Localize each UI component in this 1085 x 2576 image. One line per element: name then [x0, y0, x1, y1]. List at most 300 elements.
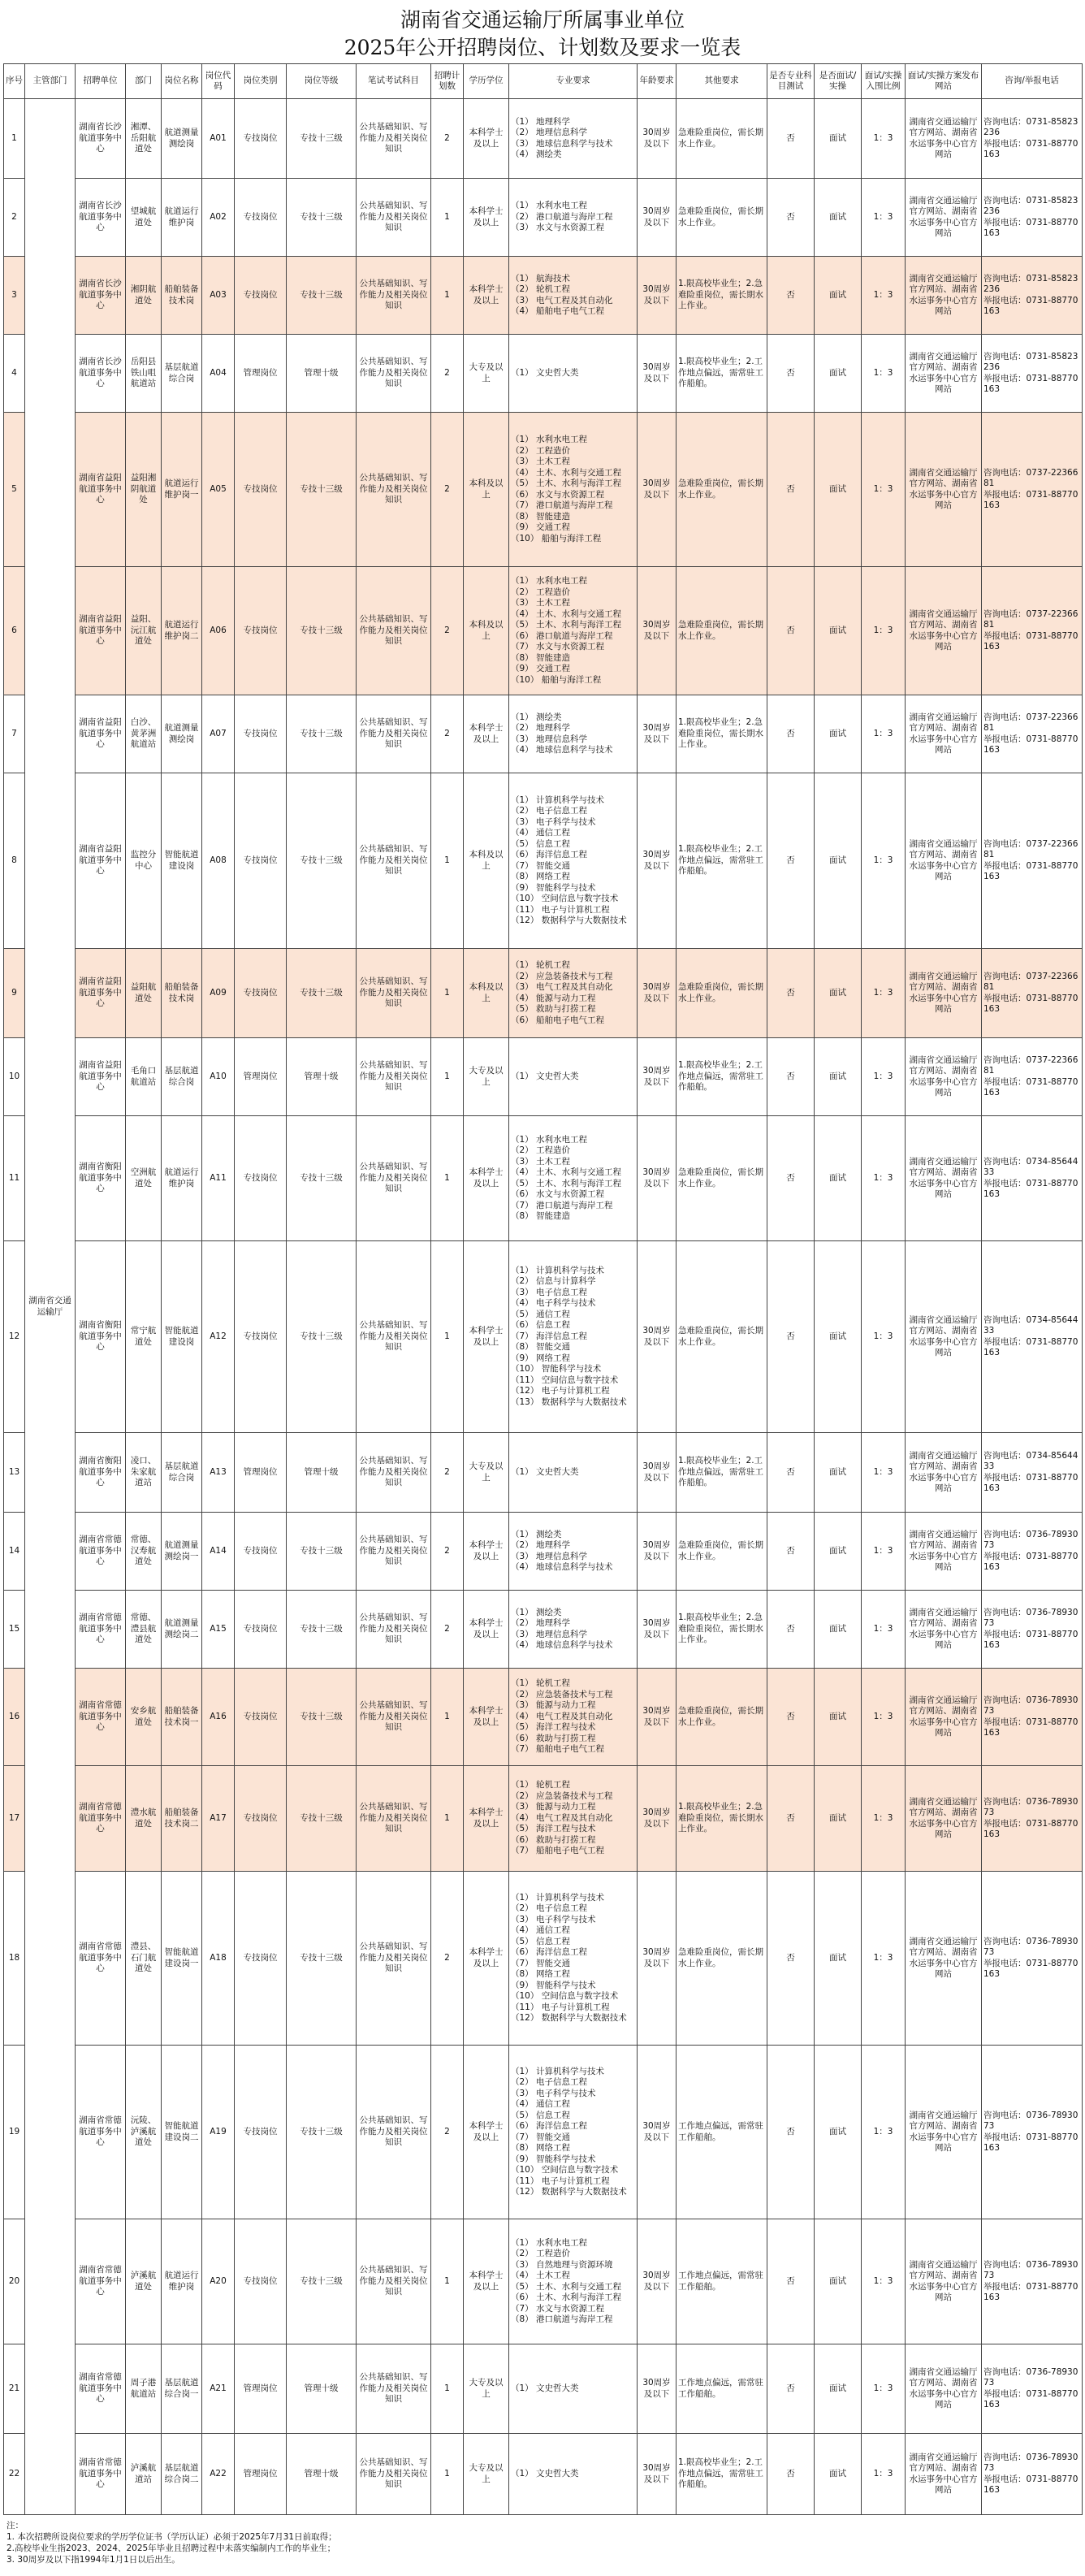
header-cell: 面试/实操入围比例 — [862, 64, 906, 99]
other-requirement-item: 1.限高校毕业生；2.工作地点偏远，需常驻工作船舶。 — [678, 844, 763, 877]
subject-test-cell: 否 — [767, 1872, 815, 2046]
header-cell: 主管部门 — [25, 64, 76, 99]
plan-count-cell: 2 — [431, 1433, 464, 1513]
publish-site-cell: 湖南省交通运输厅官方网站、湖南省水运事务中心官方网站 — [906, 2046, 982, 2219]
unit-cell: 湖南省长沙航道事务中心 — [76, 335, 126, 413]
interview-cell: 面试 — [815, 695, 862, 773]
major-item: （6） 船舶电子电气工程 — [511, 1015, 605, 1025]
major-item: （1） 水利水电工程 — [511, 1134, 588, 1145]
plan-count-cell: 1 — [431, 1116, 464, 1241]
phone-line: 举报电话：0731-88770163 — [983, 2388, 1079, 2409]
contact-phone-cell — [982, 335, 1083, 413]
table-row — [4, 2344, 1083, 2434]
post-name-cell: 航道测量测绘岗二 — [162, 1591, 202, 1669]
major-item: （5） 土木、水利与海洋工程 — [511, 620, 622, 630]
major-requirement-cell — [509, 1591, 638, 1669]
publish-site-cell: 湖南省交通运输厅官方网站、湖南省水运事务中心官方网站 — [906, 1038, 982, 1116]
other-requirement-item: 1.限高校毕业生；2.工作地点偏远，需常驻工作船舶。 — [678, 2457, 763, 2490]
recruitment-table — [3, 63, 1083, 2515]
contact-phone-cell — [982, 2434, 1083, 2515]
major-item: （11） 电子与计算机工程 — [511, 2176, 610, 2186]
major-item: （1） 文史哲大类 — [511, 2468, 579, 2479]
plan-count-cell: 2 — [431, 567, 464, 695]
post-level-cell: 专技十三级 — [287, 413, 357, 567]
post-code-cell: A18 — [202, 1872, 235, 2046]
post-level-cell: 管理十级 — [287, 335, 357, 413]
major-item: （4） 电气工程及其自动化 — [511, 1812, 613, 1823]
plan-count-cell: 1 — [431, 179, 464, 257]
phone-line: 举报电话：0731-88770163 — [983, 1472, 1079, 1493]
other-requirement-cell — [677, 1241, 767, 1433]
contact-phone-cell — [982, 695, 1083, 773]
post-name-cell: 船舶装备技术岗一 — [162, 1669, 202, 1766]
major-item: （4） 土木工程 — [511, 2271, 571, 2280]
subject-test-cell: 否 — [767, 2434, 815, 2515]
major-item: （5） 通信工程 — [511, 1309, 571, 1319]
major-requirement-cell — [509, 1669, 638, 1766]
subject-test-cell: 否 — [767, 1116, 815, 1241]
subject-test-cell: 否 — [767, 1669, 815, 1766]
post-code-cell: A09 — [202, 949, 235, 1038]
other-requirement-cell — [677, 773, 767, 949]
post-code-cell: A11 — [202, 1116, 235, 1241]
interview-ratio-cell: 1：3 — [862, 949, 906, 1038]
table-row — [4, 1766, 1083, 1872]
subject-test-cell: 否 — [767, 99, 815, 179]
subject-test-cell: 否 — [767, 257, 815, 335]
major-item: （9） 智能科学与技术 — [511, 1980, 596, 1990]
interview-cell: 面试 — [815, 2046, 862, 2219]
row-number-cell: 20 — [4, 2219, 25, 2344]
phone-line: 咨询电话：0736-7893073 — [983, 2452, 1079, 2473]
education-cell: 本科学士及以上 — [464, 2219, 509, 2344]
table-row — [4, 695, 1083, 773]
table-row — [4, 335, 1083, 413]
sub-department-cell: 周子港航道站 — [126, 2344, 162, 2434]
major-item: （8） 智能建造 — [511, 652, 571, 663]
major-item: （2） 工程造价 — [511, 445, 571, 456]
phone-line: 咨询电话：0737-2236681 — [983, 838, 1079, 859]
major-item: （6） 水文与水资源工程 — [511, 1189, 605, 1199]
header-cell: 其他要求 — [677, 64, 767, 99]
interview-cell: 面试 — [815, 179, 862, 257]
subject-test-cell: 否 — [767, 179, 815, 257]
subject-test-cell: 否 — [767, 567, 815, 695]
post-name-cell: 基层航道综合岗 — [162, 1433, 202, 1513]
subject-test-cell: 否 — [767, 695, 815, 773]
header-cell: 专业要求 — [509, 64, 638, 99]
major-item: （2） 信息与计算科学 — [511, 1276, 596, 1287]
header-cell: 岗位名称 — [162, 64, 202, 99]
footnotes — [3, 2515, 1082, 2565]
other-requirement-item: 急难险重岗位，需长期水上作业。 — [678, 620, 763, 641]
unit-cell: 湖南省常德航道事务中心 — [76, 1669, 126, 1766]
major-item: （2） 轮机工程 — [511, 284, 571, 294]
interview-ratio-cell: 1：3 — [862, 1513, 906, 1591]
row-number-cell: 6 — [4, 567, 25, 695]
major-item: （4） 土木、水利与交通工程 — [511, 1167, 622, 1177]
major-item: （7） 智能交通 — [511, 2132, 571, 2142]
major-item: （8） 智能建造 — [511, 511, 571, 522]
phone-line: 咨询电话：0736-7893073 — [983, 1695, 1079, 1716]
subject-test-cell: 否 — [767, 2046, 815, 2219]
major-item: （4） 测绘类 — [511, 149, 562, 159]
row-number-cell: 1 — [4, 99, 25, 179]
interview-ratio-cell: 1：3 — [862, 1669, 906, 1766]
unit-cell: 湖南省常德航道事务中心 — [76, 2219, 126, 2344]
exam-subject-cell: 公共基础知识、写作能力及相关岗位知识 — [357, 567, 431, 695]
education-cell: 大专及以上 — [464, 2434, 509, 2515]
major-item: （4） 地球信息科学与技术 — [511, 1640, 613, 1650]
interview-cell: 面试 — [815, 1591, 862, 1669]
row-number-cell: 7 — [4, 695, 25, 773]
subject-test-cell: 否 — [767, 1433, 815, 1513]
exam-subject-cell: 公共基础知识、写作能力及相关岗位知识 — [357, 695, 431, 773]
other-requirement-cell — [677, 1669, 767, 1766]
post-level-cell: 专技十三级 — [287, 1766, 357, 1872]
other-requirement-item: 急难险重岗位，需长期水上作业。 — [678, 982, 763, 1003]
unit-cell: 湖南省益阳航道事务中心 — [76, 1038, 126, 1116]
post-level-cell: 专技十三级 — [287, 1669, 357, 1766]
interview-ratio-cell: 1：3 — [862, 2434, 906, 2515]
major-item: （1） 轮机工程 — [511, 1678, 571, 1689]
table-row — [4, 2219, 1083, 2344]
exam-subject-cell: 公共基础知识、写作能力及相关岗位知识 — [357, 257, 431, 335]
phone-line: 咨询电话：0734-8564433 — [983, 1450, 1079, 1471]
major-item: （2） 电子信息工程 — [511, 806, 588, 816]
major-item: （4） 通信工程 — [511, 828, 571, 838]
major-item: （3） 水文与水资源工程 — [511, 223, 605, 233]
exam-subject-cell: 公共基础知识、写作能力及相关岗位知识 — [357, 2344, 431, 2434]
education-cell: 本科及以上 — [464, 773, 509, 949]
sub-department-cell: 澧水航道处 — [126, 1766, 162, 1872]
post-category-cell: 专技岗位 — [235, 2219, 287, 2344]
age-requirement-cell: 30周岁及以下 — [638, 1038, 677, 1116]
sub-department-cell: 监控分中心 — [126, 773, 162, 949]
unit-cell: 湖南省长沙航道事务中心 — [76, 257, 126, 335]
department-cell: 湖南省交通运输厅 — [25, 99, 76, 2515]
post-category-cell: 专技岗位 — [235, 1591, 287, 1669]
education-cell: 大专及以上 — [464, 335, 509, 413]
sub-department-cell: 益阳湘阴航道处 — [126, 413, 162, 567]
header-cell: 招聘计划数 — [431, 64, 464, 99]
post-level-cell: 专技十三级 — [287, 567, 357, 695]
contact-phone-cell — [982, 1766, 1083, 1872]
post-category-cell: 专技岗位 — [235, 567, 287, 695]
major-item: （8） 智能建造 — [511, 1211, 571, 1221]
phone-line: 举报电话：0731-88770163 — [983, 373, 1079, 394]
post-name-cell: 航道运行维护岗 — [162, 179, 202, 257]
major-item: （2） 工程造价 — [511, 1145, 571, 1155]
subject-test-cell: 否 — [767, 949, 815, 1038]
major-item: （8） 网络工程 — [511, 872, 571, 881]
major-item: （7） 水文与水资源工程 — [511, 642, 605, 652]
major-item: （7） 智能交通 — [511, 860, 571, 871]
major-item: （2） 地理信息科学 — [511, 128, 588, 137]
exam-subject-cell: 公共基础知识、写作能力及相关岗位知识 — [357, 1591, 431, 1669]
contact-phone-cell — [982, 2219, 1083, 2344]
age-requirement-cell: 30周岁及以下 — [638, 335, 677, 413]
major-requirement-cell — [509, 567, 638, 695]
plan-count-cell: 1 — [431, 2434, 464, 2515]
major-item: （1） 计算机科学与技术 — [511, 1265, 605, 1275]
phone-line: 举报电话：0731-88770163 — [983, 1818, 1079, 1839]
major-requirement-cell — [509, 413, 638, 567]
row-number-cell: 21 — [4, 2344, 25, 2434]
major-item: （3） 电子科学与技术 — [511, 1914, 596, 1924]
major-item: （3） 电子科学与技术 — [511, 2088, 596, 2098]
education-cell: 大专及以上 — [464, 1433, 509, 1513]
post-category-cell: 专技岗位 — [235, 1513, 287, 1591]
plan-count-cell: 1 — [431, 2344, 464, 2434]
post-name-cell: 航道运行维护岗 — [162, 1116, 202, 1241]
education-cell: 本科学士及以上 — [464, 1766, 509, 1872]
unit-cell: 湖南省益阳航道事务中心 — [76, 949, 126, 1038]
major-item: （7） 船舶电子电气工程 — [511, 1744, 605, 1755]
major-item: （8） 智能交通 — [511, 1342, 571, 1353]
major-item: （4） 地球信息科学与技术 — [511, 745, 613, 755]
table-row — [4, 1513, 1083, 1591]
subject-test-cell: 否 — [767, 335, 815, 413]
major-item: （3） 土木工程 — [511, 457, 571, 466]
unit-cell: 湖南省衡阳航道事务中心 — [76, 1116, 126, 1241]
phone-line: 咨询电话：0731-85823236 — [983, 116, 1079, 137]
post-level-cell: 管理十级 — [287, 2344, 357, 2434]
major-requirement-cell — [509, 2434, 638, 2515]
publish-site-cell: 湖南省交通运输厅官方网站、湖南省水运事务中心官方网站 — [906, 567, 982, 695]
unit-cell: 湖南省益阳航道事务中心 — [76, 567, 126, 695]
row-number-cell: 14 — [4, 1513, 25, 1591]
other-requirement-item: 急难险重岗位，需长期水上作业。 — [678, 1167, 763, 1188]
interview-ratio-cell: 1：3 — [862, 99, 906, 179]
post-code-cell: A07 — [202, 695, 235, 773]
contact-phone-cell — [982, 1513, 1083, 1591]
major-item: （10） 空间信息与数字技术 — [511, 1991, 619, 2001]
unit-cell: 湖南省常德航道事务中心 — [76, 1591, 126, 1669]
table-row — [4, 949, 1083, 1038]
major-requirement-cell — [509, 695, 638, 773]
sub-department-cell: 泸溪航道站 — [126, 2434, 162, 2515]
other-requirement-item: 急难险重岗位，需长期水上作业。 — [678, 478, 763, 500]
post-level-cell: 专技十三级 — [287, 1513, 357, 1591]
education-cell: 大专及以上 — [464, 1038, 509, 1116]
table-row — [4, 1433, 1083, 1513]
age-requirement-cell: 30周岁及以下 — [638, 1872, 677, 2046]
row-number-cell: 8 — [4, 773, 25, 949]
age-requirement-cell: 30周岁及以下 — [638, 1513, 677, 1591]
contact-phone-cell — [982, 1669, 1083, 1766]
phone-line: 举报电话：0731-88770163 — [983, 734, 1079, 755]
post-category-cell: 专技岗位 — [235, 1669, 287, 1766]
subject-test-cell: 否 — [767, 1038, 815, 1116]
exam-subject-cell: 公共基础知识、写作能力及相关岗位知识 — [357, 413, 431, 567]
age-requirement-cell: 30周岁及以下 — [638, 179, 677, 257]
interview-ratio-cell: 1：3 — [862, 2344, 906, 2434]
unit-cell: 湖南省衡阳航道事务中心 — [76, 1433, 126, 1513]
post-code-cell: A15 — [202, 1591, 235, 1669]
post-category-cell: 专技岗位 — [235, 1872, 287, 2046]
exam-subject-cell: 公共基础知识、写作能力及相关岗位知识 — [357, 2434, 431, 2515]
phone-line: 举报电话：0731-88770163 — [983, 1717, 1079, 1738]
major-item: （7） 船舶电子电气工程 — [511, 1846, 605, 1856]
table-row — [4, 1241, 1083, 1433]
major-item: （7） 港口航道与海岸工程 — [511, 500, 613, 510]
education-cell: 本科及以上 — [464, 413, 509, 567]
publish-site-cell: 湖南省交通运输厅官方网站、湖南省水运事务中心官方网站 — [906, 1433, 982, 1513]
unit-cell: 湖南省衡阳航道事务中心 — [76, 1241, 126, 1433]
unit-cell: 湖南省常德航道事务中心 — [76, 1872, 126, 2046]
post-category-cell: 管理岗位 — [235, 1433, 287, 1513]
plan-count-cell: 2 — [431, 1513, 464, 1591]
sub-department-cell: 岳阳县铁山咀航道站 — [126, 335, 162, 413]
publish-site-cell: 湖南省交通运输厅官方网站、湖南省水运事务中心官方网站 — [906, 773, 982, 949]
publish-site-cell: 湖南省交通运输厅官方网站、湖南省水运事务中心官方网站 — [906, 695, 982, 773]
plan-count-cell: 2 — [431, 99, 464, 179]
major-item: （6） 水文与水资源工程 — [511, 489, 605, 500]
post-level-cell: 管理十级 — [287, 1433, 357, 1513]
interview-cell: 面试 — [815, 1116, 862, 1241]
post-name-cell: 航道运行维护岗一 — [162, 413, 202, 567]
row-number-cell: 10 — [4, 1038, 25, 1116]
other-requirement-item: 急难险重岗位，需长期水上作业。 — [678, 1947, 763, 1968]
header-cell: 序号 — [4, 64, 25, 99]
phone-line: 咨询电话：0736-7893073 — [983, 2110, 1079, 2131]
major-item: （1） 计算机科学与技术 — [511, 1892, 605, 1903]
plan-count-cell: 2 — [431, 2046, 464, 2219]
table-row — [4, 1872, 1083, 2046]
age-requirement-cell: 30周岁及以下 — [638, 773, 677, 949]
exam-subject-cell: 公共基础知识、写作能力及相关岗位知识 — [357, 2046, 431, 2219]
major-item: （3） 地理信息科学 — [511, 734, 588, 744]
publish-site-cell: 湖南省交通运输厅官方网站、湖南省水运事务中心官方网站 — [906, 2344, 982, 2434]
exam-subject-cell: 公共基础知识、写作能力及相关岗位知识 — [357, 1433, 431, 1513]
contact-phone-cell — [982, 257, 1083, 335]
exam-subject-cell: 公共基础知识、写作能力及相关岗位知识 — [357, 1513, 431, 1591]
interview-ratio-cell: 1：3 — [862, 1591, 906, 1669]
major-item: （5） 信息工程 — [511, 838, 571, 849]
education-cell: 本科学士及以上 — [464, 695, 509, 773]
interview-cell: 面试 — [815, 2434, 862, 2515]
phone-line: 举报电话：0731-88770163 — [983, 217, 1079, 238]
row-number-cell: 4 — [4, 335, 25, 413]
phone-line: 咨询电话：0736-7893073 — [983, 2259, 1079, 2280]
major-requirement-cell — [509, 257, 638, 335]
major-item: （9） 交通工程 — [511, 522, 571, 532]
major-item: （4） 船舶电子电气工程 — [511, 306, 605, 316]
header-cell: 学历学位 — [464, 64, 509, 99]
plan-count-cell: 1 — [431, 1241, 464, 1433]
row-number-cell: 13 — [4, 1433, 25, 1513]
major-item: （1） 测绘类 — [511, 1607, 562, 1617]
phone-line: 咨询电话：0731-85823236 — [983, 273, 1079, 294]
interview-ratio-cell: 1：3 — [862, 1241, 906, 1433]
major-item: （3） 地理信息科学 — [511, 1551, 588, 1561]
other-requirement-item: 急难险重岗位，需长期水上作业。 — [678, 1326, 763, 1347]
header-cell: 年龄要求 — [638, 64, 677, 99]
sub-department-cell: 常宁航道处 — [126, 1241, 162, 1433]
exam-subject-cell: 公共基础知识、写作能力及相关岗位知识 — [357, 1766, 431, 1872]
major-item: （1） 地理科学 — [511, 116, 571, 127]
table-row — [4, 2046, 1083, 2219]
other-requirement-item: 1.限高校毕业生；2.急难险重岗位，需长期水上作业。 — [678, 279, 763, 311]
contact-phone-cell — [982, 1116, 1083, 1241]
major-item: （4） 土木、水利与交通工程 — [511, 608, 622, 619]
phone-line: 举报电话：0731-88770163 — [983, 1551, 1079, 1572]
contact-phone-cell — [982, 1038, 1083, 1116]
table-row — [4, 1669, 1083, 1766]
major-item: （5） 土木、水利与海洋工程 — [511, 1178, 622, 1188]
publish-site-cell: 湖南省交通运输厅官方网站、湖南省水运事务中心官方网站 — [906, 1591, 982, 1669]
interview-cell: 面试 — [815, 773, 862, 949]
major-item: （6） 海洋信息工程 — [511, 850, 588, 859]
contact-phone-cell — [982, 1241, 1083, 1433]
other-requirement-cell — [677, 2344, 767, 2434]
publish-site-cell: 湖南省交通运输厅官方网站、湖南省水运事务中心官方网站 — [906, 99, 982, 179]
exam-subject-cell: 公共基础知识、写作能力及相关岗位知识 — [357, 1038, 431, 1116]
sub-department-cell: 安乡航道处 — [126, 1669, 162, 1766]
sub-department-cell: 毛角口航道站 — [126, 1038, 162, 1116]
subject-test-cell: 否 — [767, 413, 815, 567]
major-item: （11） 空间信息与数字技术 — [511, 1375, 619, 1385]
post-level-cell: 专技十三级 — [287, 773, 357, 949]
other-requirement-cell — [677, 1116, 767, 1241]
major-item: （3） 土木工程 — [511, 1156, 571, 1167]
sub-department-cell: 益阳航道处 — [126, 949, 162, 1038]
other-requirement-cell — [677, 1513, 767, 1591]
plan-count-cell: 1 — [431, 257, 464, 335]
unit-cell: 湖南省常德航道事务中心 — [76, 1513, 126, 1591]
major-requirement-cell — [509, 2219, 638, 2344]
sub-department-cell: 湘潭、岳阳航道处 — [126, 99, 162, 179]
subject-test-cell: 否 — [767, 1591, 815, 1669]
other-requirement-cell — [677, 179, 767, 257]
table-row — [4, 1591, 1083, 1669]
phone-line: 举报电话：0731-88770163 — [983, 630, 1079, 652]
major-item: （4） 土木、水利与交通工程 — [511, 467, 622, 478]
table-header-row — [4, 64, 1083, 99]
plan-count-cell: 2 — [431, 695, 464, 773]
major-requirement-cell — [509, 773, 638, 949]
unit-cell: 湖南省常德航道事务中心 — [76, 2434, 126, 2515]
exam-subject-cell: 公共基础知识、写作能力及相关岗位知识 — [357, 179, 431, 257]
major-item: （3） 电子信息工程 — [511, 1287, 588, 1297]
education-cell: 本科学士及以上 — [464, 1513, 509, 1591]
plan-count-cell: 2 — [431, 335, 464, 413]
phone-line: 咨询电话：0737-2236681 — [983, 608, 1079, 630]
publish-site-cell: 湖南省交通运输厅官方网站、湖南省水运事务中心官方网站 — [906, 1513, 982, 1591]
table-row — [4, 99, 1083, 179]
age-requirement-cell: 30周岁及以下 — [638, 567, 677, 695]
major-item: （4） 通信工程 — [511, 1925, 571, 1935]
major-requirement-cell — [509, 1766, 638, 1872]
row-number-cell: 5 — [4, 413, 25, 567]
sub-department-cell: 湘阴航道处 — [126, 257, 162, 335]
post-name-cell: 智能航道建设岗 — [162, 1241, 202, 1433]
age-requirement-cell: 30周岁及以下 — [638, 1241, 677, 1433]
header-cell: 部门 — [126, 64, 162, 99]
major-requirement-cell — [509, 1038, 638, 1116]
major-item: （2） 应急装备技术与工程 — [511, 1689, 613, 1699]
education-cell: 本科学士及以上 — [464, 2046, 509, 2219]
row-number-cell: 22 — [4, 2434, 25, 2515]
interview-ratio-cell: 1：3 — [862, 773, 906, 949]
phone-line: 咨询电话：0737-2236681 — [983, 467, 1079, 488]
major-item: （9） 网络工程 — [511, 1353, 571, 1363]
footnote-line: 3. 30周岁及以下指1994年1月1日以后出生。 — [6, 2555, 180, 2565]
contact-phone-cell — [982, 1591, 1083, 1669]
education-cell: 本科学士及以上 — [464, 257, 509, 335]
major-item: （9） 智能科学与技术 — [511, 2154, 596, 2164]
